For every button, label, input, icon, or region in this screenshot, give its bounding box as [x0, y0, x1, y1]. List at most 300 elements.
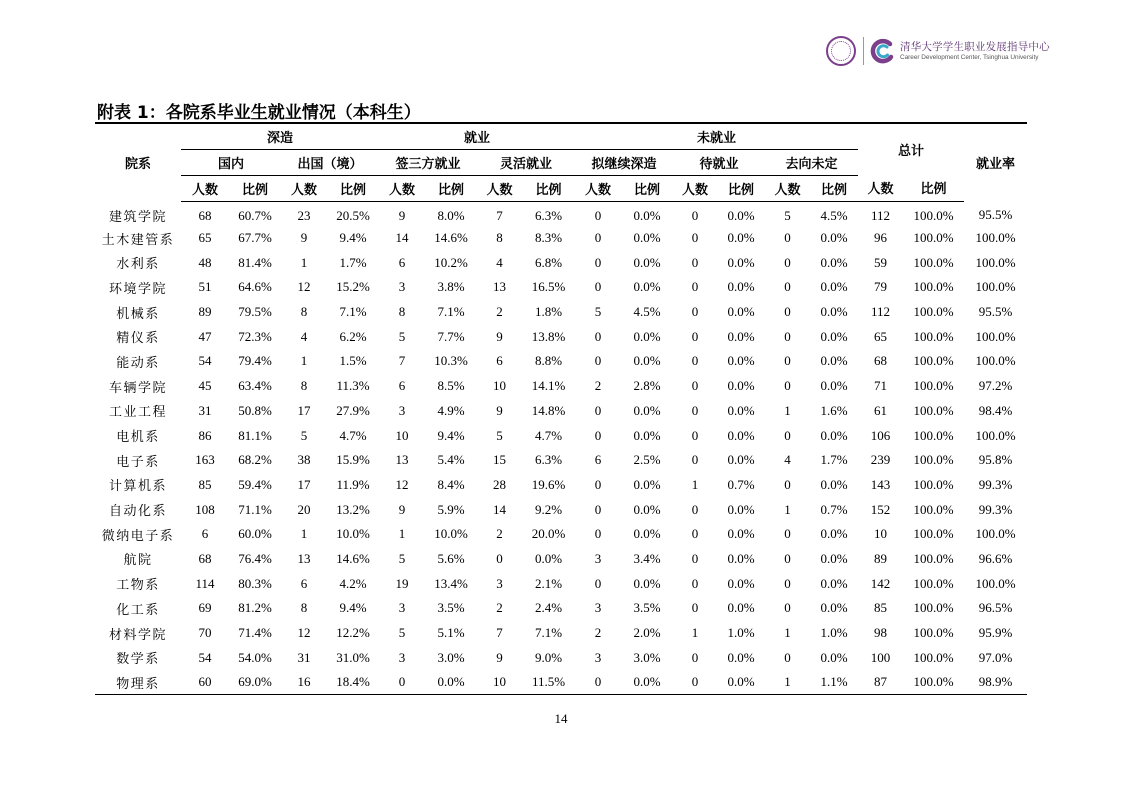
- table-cell: 3.0%: [437, 649, 465, 665]
- table-cell: 7.1%: [437, 304, 465, 320]
- table-cell: 0.0%: [633, 402, 661, 418]
- table-cell: 99.3%: [978, 476, 1013, 492]
- table-cell: 81.2%: [238, 600, 272, 616]
- table-cell: 45: [198, 378, 212, 394]
- table-row: [95, 250, 1027, 275]
- table-cell: 8: [496, 230, 503, 246]
- table-cell: 0: [379, 670, 425, 695]
- table-cell: 95.5%: [978, 207, 1013, 223]
- table-cell: 0.0%: [727, 279, 755, 295]
- table-cell: 17: [297, 476, 311, 492]
- table-cell: 10.2%: [434, 254, 468, 270]
- table-cell: 0: [784, 476, 791, 492]
- table-cell: 71.4%: [238, 625, 272, 641]
- table-cell: 0.0%: [727, 230, 755, 246]
- table-cell: 0.0%: [727, 328, 755, 344]
- table-row: [95, 473, 1027, 498]
- table-cell: 3.8%: [437, 279, 465, 295]
- table-cell: 7: [398, 353, 406, 369]
- table-cell: 54: [198, 353, 212, 369]
- table-cell: 14.6%: [336, 550, 370, 566]
- table-cell: 114: [195, 575, 215, 591]
- table-cell: 3: [398, 279, 406, 295]
- table-cell: 0.0%: [820, 476, 848, 492]
- table-cell: 0: [594, 501, 602, 517]
- table-cell: 99.3%: [978, 501, 1013, 517]
- table-cell: 9.2%: [534, 501, 563, 517]
- table-cell: 47: [198, 328, 212, 344]
- table-cell: 1.7%: [820, 452, 848, 468]
- table-cell: 59.4%: [238, 476, 272, 492]
- table-cell: 96.5%: [978, 600, 1013, 616]
- table-cell: 10.3%: [434, 353, 468, 369]
- table-cell: 1.1%: [810, 670, 858, 695]
- table-cell: 19: [395, 575, 409, 591]
- table-cell: 20: [297, 501, 311, 517]
- dept-name: 自动化系: [108, 504, 167, 520]
- table-cell: 100.0%: [913, 207, 954, 223]
- table-cell: 0: [594, 476, 602, 492]
- table-cell: 15.2%: [336, 279, 370, 295]
- table-cell: 3: [594, 600, 602, 616]
- table-cell: 0: [691, 501, 699, 517]
- dept-name: 微纳电子系: [101, 528, 175, 544]
- table-cell: 20.0%: [531, 526, 566, 542]
- table-cell: 0: [594, 207, 602, 223]
- table-cell: 12: [297, 625, 311, 641]
- table-cell: 2: [594, 378, 602, 394]
- dept-name: 物理系: [95, 670, 181, 695]
- table-row: [95, 448, 1027, 473]
- table-cell: 0.0%: [727, 207, 755, 223]
- table-cell: 9: [496, 328, 503, 344]
- table-cell: 3: [594, 550, 602, 566]
- table-cell: 1.5%: [339, 353, 367, 369]
- table-cell: 4.5%: [633, 304, 661, 320]
- table-cell: 0: [691, 452, 699, 468]
- table-cell: 0: [691, 279, 699, 295]
- table-cell: 0.0%: [820, 575, 848, 591]
- table-cell: 0: [691, 550, 699, 566]
- header-count: 人数: [673, 175, 717, 201]
- table-cell: 0: [575, 670, 621, 695]
- table-cell: 100.0%: [975, 230, 1016, 246]
- table-cell: 60.0%: [238, 526, 272, 542]
- table-cell: 18.4%: [327, 670, 379, 695]
- table-cell: 15.9%: [336, 452, 370, 468]
- table-cell: 89: [198, 304, 212, 320]
- table-cell: 65: [874, 328, 888, 344]
- table-cell: 60.7%: [238, 207, 272, 223]
- header-ratio: 比例: [717, 175, 765, 201]
- table-cell: 112: [871, 304, 891, 320]
- table-cell: 100.0%: [913, 328, 954, 344]
- table-cell: 100.0%: [913, 230, 954, 246]
- dept-name: 土木建管系: [101, 232, 175, 248]
- table-cell: 100.0%: [903, 670, 964, 695]
- header-ratio: 比例: [621, 175, 673, 201]
- table-row: [95, 201, 1027, 226]
- header-count: 人数: [379, 175, 425, 201]
- header-flexible: 灵活就业: [477, 149, 575, 175]
- table-cell: 7.1%: [339, 304, 367, 320]
- table-cell: 5.4%: [437, 452, 465, 468]
- table-cell: 10: [395, 427, 409, 443]
- table-cell: 0: [594, 230, 602, 246]
- table-cell: 14.8%: [531, 402, 566, 418]
- table-cell: 8.5%: [437, 378, 465, 394]
- table-cell: 0: [673, 670, 717, 695]
- table-cell: 0: [691, 402, 699, 418]
- table-cell: 81.4%: [238, 254, 272, 270]
- table-cell: 6: [398, 254, 406, 270]
- table-cell: 0.0%: [633, 501, 661, 517]
- table-cell: 0: [594, 279, 602, 295]
- table-cell: 3: [398, 402, 406, 418]
- table-cell: 10: [874, 526, 888, 542]
- header-domestic: 国内: [181, 149, 281, 175]
- table-cell: 13.2%: [336, 501, 370, 517]
- table-cell: 100.0%: [975, 328, 1016, 344]
- table-cell: 0.0%: [727, 254, 755, 270]
- header-employed: 就业: [379, 123, 575, 149]
- table-cell: 1: [784, 501, 791, 517]
- header-ratio: 比例: [810, 175, 858, 201]
- logo-divider: [863, 37, 864, 65]
- table-cell: 3: [398, 649, 406, 665]
- table-cell: 11.5%: [522, 670, 575, 695]
- table-cell: 0.0%: [727, 501, 755, 517]
- table-cell: 14.6%: [434, 230, 468, 246]
- table-row: [95, 423, 1027, 448]
- table-cell: 9: [300, 230, 308, 246]
- career-center-name-cn: 清华大学学生职业发展指导中心: [900, 40, 1050, 53]
- table-cell: 0.0%: [633, 476, 661, 492]
- table-cell: 96.6%: [978, 550, 1013, 566]
- table-cell: 0.0%: [633, 328, 661, 344]
- table-cell: 8.4%: [437, 476, 465, 492]
- table-cell: 5: [496, 427, 503, 443]
- table-cell: 3.4%: [633, 550, 661, 566]
- table-cell: 14: [493, 501, 507, 517]
- table-cell: 0.0%: [820, 353, 848, 369]
- table-cell: 14: [395, 230, 409, 246]
- table-cell: 31: [297, 649, 311, 665]
- table-cell: 2.8%: [633, 378, 661, 394]
- table-cell: 1: [398, 526, 406, 542]
- table-cell: 100.0%: [913, 378, 954, 394]
- table-cell: 9: [496, 402, 503, 418]
- table-cell: 7.7%: [437, 328, 465, 344]
- table-cell: 1: [784, 402, 791, 418]
- table-cell: 67.7%: [238, 230, 272, 246]
- header-undecided: 去向未定: [765, 149, 858, 175]
- table-cell: 0: [691, 230, 699, 246]
- table-cell: 100: [870, 649, 891, 665]
- dept-name: 航院: [123, 553, 153, 569]
- table-cell: 6: [201, 526, 209, 542]
- table-cell: 63.4%: [238, 378, 272, 394]
- table-cell: 6.8%: [534, 254, 563, 270]
- table-cell: 0: [496, 550, 503, 566]
- table-cell: 1: [784, 625, 791, 641]
- table-cell: 0: [691, 328, 699, 344]
- table-cell: 0: [784, 427, 791, 443]
- table-cell: 98: [874, 625, 888, 641]
- table-cell: 0: [594, 328, 602, 344]
- table-cell: 95.5%: [978, 304, 1013, 320]
- table-cell: 9: [398, 207, 406, 223]
- table-cell: 4: [496, 254, 503, 270]
- table-row: [95, 399, 1027, 424]
- dept-name: 电机系: [116, 430, 160, 446]
- table-cell: 152: [870, 501, 891, 517]
- dept-name: 电子系: [116, 454, 160, 470]
- dept-name: 化工系: [116, 602, 160, 618]
- table-cell: 2.4%: [534, 600, 563, 616]
- table-cell: 0.0%: [727, 378, 755, 394]
- table-cell: 4: [784, 452, 791, 468]
- table-row: [95, 621, 1027, 646]
- table-cell: 5: [398, 550, 406, 566]
- table-cell: 64.6%: [238, 279, 272, 295]
- table-cell: 0: [784, 304, 791, 320]
- table-cell: 97.2%: [978, 378, 1013, 394]
- table-cell: 28: [493, 476, 507, 492]
- table-cell: 4: [300, 328, 308, 344]
- table-cell: 0.0%: [633, 575, 661, 591]
- table-cell: 1: [300, 254, 308, 270]
- table-cell: 0.0%: [633, 279, 661, 295]
- header-count: 人数: [181, 175, 229, 201]
- table-cell: 100.0%: [975, 279, 1016, 295]
- table-cell: 0: [691, 649, 699, 665]
- table-cell: 0.0%: [717, 670, 765, 695]
- table-cell: 0.0%: [727, 600, 755, 616]
- table-cell: 65: [198, 230, 212, 246]
- table-cell: 0: [784, 230, 791, 246]
- header-pending: 待就业: [673, 149, 765, 175]
- table-cell: 100.0%: [913, 575, 954, 591]
- table-cell: 60: [181, 670, 229, 695]
- table-cell: 1: [691, 625, 699, 641]
- table-cell: 5: [594, 304, 602, 320]
- table-cell: 13.4%: [434, 575, 468, 591]
- table-cell: 0: [691, 378, 699, 394]
- table-cell: 85: [198, 476, 212, 492]
- table-cell: 0.0%: [633, 230, 661, 246]
- header-ratio: 比例: [903, 175, 964, 201]
- table-cell: 70: [198, 625, 212, 641]
- table-cell: 0: [784, 649, 791, 665]
- table-cell: 8.8%: [534, 353, 563, 369]
- table-cell: 10.0%: [434, 526, 468, 542]
- table-cell: 89: [874, 550, 888, 566]
- page-number: 14: [554, 711, 568, 726]
- table-cell: 3: [398, 600, 406, 616]
- table-cell: 13: [395, 452, 409, 468]
- table-cell: 100.0%: [913, 625, 954, 641]
- table-cell: 9: [398, 501, 406, 517]
- table-cell: 12: [297, 279, 311, 295]
- table-cell: 0: [691, 427, 699, 443]
- dept-name: 环境学院: [108, 281, 167, 297]
- table-cell: 4.7%: [534, 427, 563, 443]
- table-cell: 100.0%: [913, 254, 954, 270]
- table-cell: 3: [594, 649, 602, 665]
- table-cell: 7.1%: [534, 625, 563, 641]
- table-cell: 0.0%: [633, 427, 661, 443]
- table-row: [95, 522, 1027, 547]
- table-cell: 1.7%: [339, 254, 367, 270]
- table-cell: 0: [784, 254, 791, 270]
- table-cell: 95.9%: [978, 625, 1013, 641]
- table-cell: 106: [870, 427, 891, 443]
- table-cell: 0: [691, 600, 699, 616]
- table-cell: 23: [297, 207, 311, 223]
- table-cell: 87: [858, 670, 903, 695]
- table-row: [95, 226, 1027, 251]
- header-rate: 就业率: [964, 123, 1027, 201]
- table-cell: 100.0%: [913, 649, 954, 665]
- table-cell: 79: [874, 279, 888, 295]
- table-cell: 6: [496, 353, 503, 369]
- table-cell: 0: [784, 575, 791, 591]
- table-cell: 0: [594, 575, 602, 591]
- table-cell: 59: [874, 254, 888, 270]
- table-cell: 100.0%: [913, 304, 954, 320]
- table-cell: 239: [870, 452, 891, 468]
- table-cell: 0.0%: [727, 304, 755, 320]
- table-cell: 54: [198, 649, 212, 665]
- table-cell: 0.0%: [820, 649, 848, 665]
- table-cell: 100.0%: [975, 427, 1016, 443]
- table-cell: 0: [594, 526, 602, 542]
- table-cell: 5: [398, 328, 406, 344]
- table-cell: 10.0%: [336, 526, 370, 542]
- table-cell: 31: [198, 402, 212, 418]
- dept-name: 材料学院: [108, 627, 167, 643]
- table-cell: 163: [195, 452, 215, 468]
- table-cell: 0.0%: [633, 254, 661, 270]
- table-cell: 2: [594, 625, 602, 641]
- table-cell: 100.0%: [913, 476, 954, 492]
- table-cell: 112: [871, 207, 891, 223]
- table-cell: 13: [493, 279, 507, 295]
- table-cell: 0.0%: [425, 670, 477, 695]
- table-cell: 8: [398, 304, 406, 320]
- table-cell: 61: [874, 402, 888, 418]
- tsinghua-seal-icon: [826, 36, 856, 66]
- dept-name: 水利系: [116, 257, 160, 273]
- table-row: [95, 300, 1027, 325]
- table-cell: 0: [784, 328, 791, 344]
- table-cell: 0.0%: [633, 207, 661, 223]
- table-cell: 0: [691, 526, 699, 542]
- table-cell: 2: [496, 304, 503, 320]
- table-cell: 100.0%: [913, 550, 954, 566]
- employment-table: [95, 122, 1027, 695]
- table-cell: 2.5%: [633, 452, 661, 468]
- table-cell: 0: [691, 575, 699, 591]
- career-center-logo-icon: [870, 38, 896, 64]
- table-cell: 76.4%: [238, 550, 272, 566]
- table-cell: 0: [784, 279, 791, 295]
- table-cell: 0.0%: [621, 670, 673, 695]
- dept-name: 建筑学院: [108, 209, 167, 225]
- table-cell: 2: [496, 600, 503, 616]
- table-row: [95, 349, 1027, 374]
- dept-name: 能动系: [116, 355, 160, 371]
- table-cell: 4.7%: [339, 427, 367, 443]
- table-cell: 11.3%: [336, 378, 370, 394]
- table-cell: 4.5%: [820, 207, 848, 223]
- table-cell: 100.0%: [913, 501, 954, 517]
- table-cell: 2.0%: [633, 625, 661, 641]
- table-cell: 13.8%: [531, 328, 566, 344]
- dept-name: 车辆学院: [108, 380, 167, 396]
- table-cell: 79.4%: [238, 353, 272, 369]
- table-cell: 7: [496, 625, 503, 641]
- table-row: [95, 645, 1027, 670]
- table-cell: 72.3%: [238, 328, 272, 344]
- table-cell: 17: [297, 402, 311, 418]
- table-cell: 1.0%: [820, 625, 848, 641]
- dept-name: 工物系: [116, 578, 160, 594]
- table-cell: 100.0%: [913, 353, 954, 369]
- table-cell: 9: [496, 649, 503, 665]
- header-count: 人数: [858, 175, 903, 201]
- table-cell: 50.8%: [238, 402, 272, 418]
- table-cell: 0: [784, 600, 791, 616]
- table-cell: 86: [198, 427, 212, 443]
- table-cell: 0: [784, 353, 791, 369]
- table-cell: 31.0%: [336, 649, 370, 665]
- table-cell: 13: [297, 550, 311, 566]
- table-cell: 98.4%: [978, 402, 1013, 418]
- table-cell: 27.9%: [336, 402, 370, 418]
- table-header: [95, 123, 1027, 201]
- table-cell: 6: [300, 575, 308, 591]
- table-cell: 71.1%: [238, 501, 272, 517]
- header-total: 总计: [858, 123, 964, 175]
- table-cell: 0.0%: [820, 304, 848, 320]
- table-cell: 48: [198, 254, 212, 270]
- table-row: [95, 596, 1027, 621]
- table-cell: 71: [874, 378, 888, 394]
- dept-name: 机械系: [116, 306, 160, 322]
- table-cell: 142: [870, 575, 891, 591]
- table-cell: 5.9%: [437, 501, 465, 517]
- table-cell: 19.6%: [531, 476, 566, 492]
- table-body: [95, 201, 1027, 695]
- table-cell: 2: [496, 526, 503, 542]
- table-cell: 81.1%: [238, 427, 272, 443]
- table-row: [95, 571, 1027, 596]
- table-cell: 0: [784, 378, 791, 394]
- table-cell: 7: [496, 207, 503, 223]
- table-cell: 0: [594, 402, 602, 418]
- table-cell: 85: [874, 600, 888, 616]
- table-cell: 1: [300, 526, 308, 542]
- table-cell: 100.0%: [975, 254, 1016, 270]
- table-cell: 0.0%: [727, 427, 755, 443]
- table-cell: 1: [765, 670, 810, 695]
- table-cell: 0.0%: [727, 402, 755, 418]
- table-cell: 0.0%: [820, 600, 848, 616]
- table-cell: 6.3%: [534, 452, 563, 468]
- table-cell: 1.0%: [727, 625, 755, 641]
